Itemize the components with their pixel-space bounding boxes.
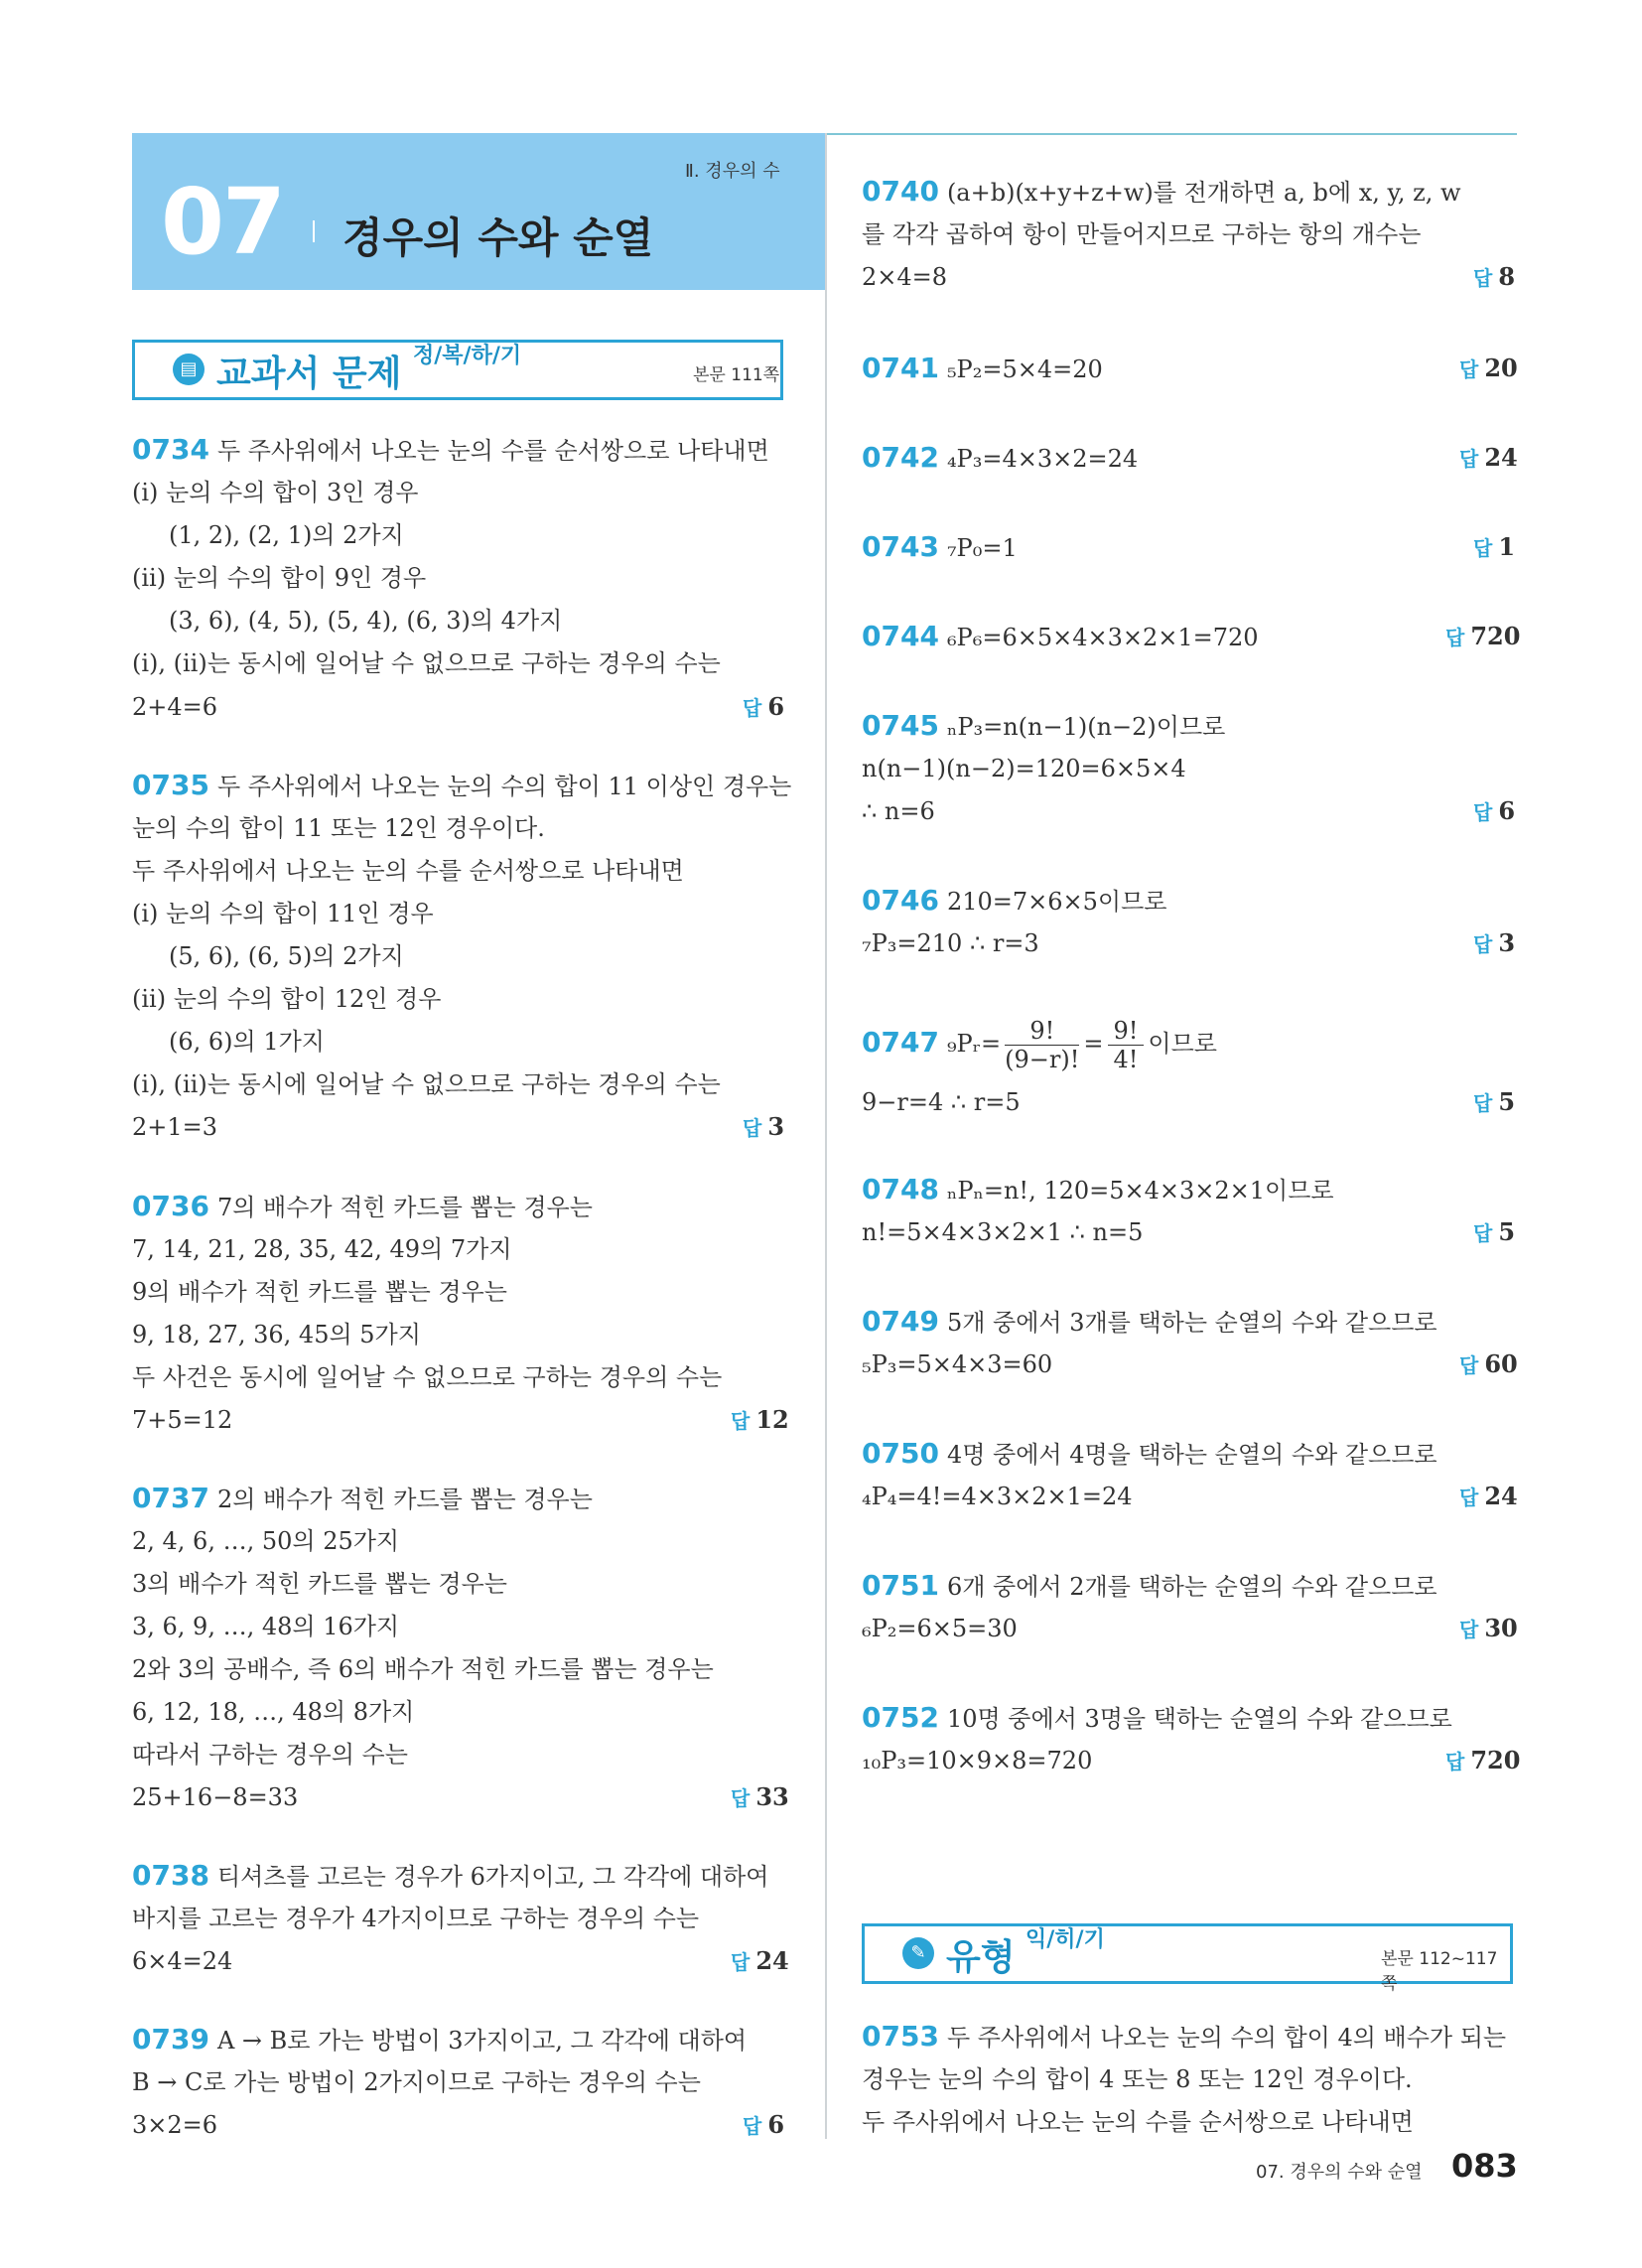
solution-text: 3, 6, 9, …, 48의 16가지 xyxy=(132,1613,400,1640)
section-title: 유형 xyxy=(946,1937,1016,1978)
solution-text: (5, 6), (6, 5)의 2가지 xyxy=(169,942,404,970)
solution-text: 10명 중에서 3명을 택하는 순열의 수와 같으므로 xyxy=(946,1705,1452,1733)
problem-0742 xyxy=(862,443,1138,474)
problem-number: 0746 xyxy=(862,884,939,917)
answer-value: 30 xyxy=(1484,1614,1518,1642)
section-page-ref: 본문 111쪽 xyxy=(693,365,780,385)
section-textbook-problems xyxy=(132,340,783,400)
answer-value: 5 xyxy=(1498,1217,1516,1246)
problem-0748 xyxy=(862,1175,1334,1205)
answer-label: 답 xyxy=(1473,536,1493,560)
solution-text: 9, 18, 27, 36, 45의 5가지 xyxy=(132,1321,421,1348)
solution-text: 2×4=8 xyxy=(862,263,948,291)
solution-text: 따라서 구하는 경우의 수는 xyxy=(132,1741,408,1769)
solution-text: (ⅱ) 눈의 수의 합이 9인 경우 xyxy=(132,564,427,592)
answer xyxy=(1473,1087,1515,1118)
answer-label: 답 xyxy=(743,1116,762,1140)
section-title: 교과서 문제 xyxy=(216,354,402,394)
solution-text: 4명 중에서 4명을 택하는 순열의 수와 같으므로 xyxy=(946,1441,1437,1469)
problem-0739 xyxy=(132,2025,747,2055)
solution-text: (6, 6)의 1가지 xyxy=(169,1028,325,1056)
problem-number: 0736 xyxy=(132,1190,209,1222)
answer-label: 답 xyxy=(1473,800,1493,824)
section-subtitle: 익/히/기 xyxy=(1026,1927,1105,1952)
problem-0743 xyxy=(862,532,1018,563)
solution-text: 25+16−8=33 xyxy=(132,1783,299,1811)
equals-sign: = xyxy=(1083,1030,1104,1058)
section-page-ref: 본문 112~117쪽 xyxy=(1381,1949,1498,1994)
answer-value: 5 xyxy=(1498,1087,1516,1116)
solution-text: ₅P₃=5×4×3=60 xyxy=(862,1350,1053,1378)
solution-text: 경우는 눈의 수의 합이 4 또는 8 또는 12인 경우이다. xyxy=(862,2065,1413,2093)
solution-text: 눈의 수의 합이 11 또는 12인 경우이다. xyxy=(132,814,545,842)
problem-number: 0752 xyxy=(862,1701,939,1734)
solution-text: 2+4=6 xyxy=(132,693,218,721)
answer-label: 답 xyxy=(743,2114,762,2138)
answer-value: 720 xyxy=(1470,622,1521,650)
solution-text: (a+b)(x+y+z+w)를 전개하면 a, b에 x, y, z, w xyxy=(946,179,1461,207)
fraction xyxy=(1005,1017,1079,1073)
solution-text: 6, 12, 18, …, 48의 8가지 xyxy=(132,1698,415,1726)
answer-label: 답 xyxy=(1473,932,1493,956)
section-practice-types xyxy=(862,1923,1513,1994)
chapter-separator xyxy=(313,220,315,242)
answer xyxy=(1473,928,1515,959)
solution-text: ₆P₂=6×5=30 xyxy=(862,1615,1018,1642)
solution-text: ₙP₃=n(n−1)(n−2)이므로 xyxy=(946,713,1226,741)
fraction-denominator: (9−r)! xyxy=(1005,1046,1080,1073)
answer xyxy=(1459,1482,1518,1512)
solution-text: n(n−1)(n−2)=120=6×5×4 xyxy=(862,755,1186,782)
solution-text: 두 주사위에서 나오는 눈의 수를 순서쌍으로 나타내면 xyxy=(862,2108,1414,2136)
solution-text: 티셔츠를 고르는 경우가 6가지이고, 그 각각에 대하여 xyxy=(216,1863,769,1891)
problem-0745 xyxy=(862,711,1225,742)
chapter-title: 경우의 수와 순열 xyxy=(342,213,654,262)
solution-text: ₆P₆=6×5×4×3×2×1=720 xyxy=(946,624,1259,651)
solution-text: 를 각각 곱하여 항이 만들어지므로 구하는 항의 개수는 xyxy=(862,220,1422,248)
answer xyxy=(1445,622,1520,652)
problem-number: 0735 xyxy=(132,769,209,801)
solution-text: (ⅰ) 눈의 수의 합이 3인 경우 xyxy=(132,479,419,506)
problem-0735 xyxy=(132,771,791,801)
answer xyxy=(1459,443,1518,474)
part-label: Ⅱ. 경우의 수 xyxy=(685,161,780,182)
problem-0738 xyxy=(132,1861,768,1892)
solution-text: 7+5=12 xyxy=(132,1406,233,1434)
solution-text: 두 주사위에서 나오는 눈의 수의 합이 11 이상인 경우는 xyxy=(216,773,792,800)
solution-text: A → B로 가는 방법이 3가지이고, 그 각각에 대하여 xyxy=(216,2027,748,2055)
solution-text: 5개 중에서 3개를 택하는 순열의 수와 같으므로 xyxy=(946,1309,1437,1337)
solution-text: 6개 중에서 2개를 택하는 순열의 수와 같으므로 xyxy=(946,1573,1437,1601)
solution-text: (ⅰ) 눈의 수의 합이 11인 경우 xyxy=(132,900,434,927)
answer-value: 720 xyxy=(1470,1746,1521,1774)
answer-label: 답 xyxy=(731,1786,751,1810)
solution-text: 두 주사위에서 나오는 눈의 수의 합이 4의 배수가 되는 xyxy=(946,2024,1507,2052)
problem-number: 0745 xyxy=(862,709,939,742)
problem-0751 xyxy=(862,1571,1437,1602)
solution-text: (1, 2), (2, 1)의 2가지 xyxy=(169,521,404,549)
problem-0753 xyxy=(862,2022,1506,2053)
problem-0749 xyxy=(862,1307,1437,1338)
answer-label: 답 xyxy=(1459,447,1479,471)
solution-text: 9−r=4 ∴ r=5 xyxy=(862,1088,1021,1116)
answer xyxy=(1473,532,1515,563)
problem-number: 0738 xyxy=(132,1859,209,1892)
answer-value: 6 xyxy=(767,692,785,721)
book-icon: ▤ xyxy=(173,354,205,385)
problem-number: 0734 xyxy=(132,433,209,466)
formula-lead: ₉Pᵣ= xyxy=(946,1030,1002,1058)
answer xyxy=(743,2110,784,2141)
problem-0747 xyxy=(862,1017,1217,1073)
answer-value: 6 xyxy=(767,2110,785,2139)
answer-label: 답 xyxy=(1473,1221,1493,1245)
answer-value: 12 xyxy=(755,1405,789,1434)
answer xyxy=(1473,1217,1515,1248)
solution-text: (ⅰ), (ⅱ)는 동시에 일어날 수 없으므로 구하는 경우의 수는 xyxy=(132,649,721,677)
answer-value: 8 xyxy=(1498,262,1516,291)
solution-text: 2+1=3 xyxy=(132,1113,218,1141)
problem-number: 0739 xyxy=(132,2023,209,2055)
answer-value: 1 xyxy=(1498,532,1516,561)
solution-text: 6×4=24 xyxy=(132,1947,233,1975)
problem-number: 0751 xyxy=(862,1569,939,1602)
problem-0734 xyxy=(132,435,769,466)
solution-text: (3, 6), (4, 5), (5, 4), (6, 3)의 4가지 xyxy=(169,607,563,635)
solution-text: (ⅱ) 눈의 수의 합이 12인 경우 xyxy=(132,985,442,1013)
solution-text: ₄P₃=4×3×2=24 xyxy=(946,445,1139,473)
answer-label: 답 xyxy=(1459,1353,1479,1377)
fraction-numerator: 9! xyxy=(1108,1017,1145,1046)
answer xyxy=(1473,796,1515,827)
problem-number: 0740 xyxy=(862,175,939,208)
problem-0752 xyxy=(862,1703,1452,1734)
problem-0740 xyxy=(862,177,1461,208)
answer-value: 3 xyxy=(1498,928,1516,957)
problem-0736 xyxy=(132,1192,593,1222)
answer-value: 6 xyxy=(1498,796,1516,825)
top-rule xyxy=(827,133,1517,135)
solution-text: 3의 배수가 적힌 카드를 뽑는 경우는 xyxy=(132,1570,507,1598)
answer-value: 20 xyxy=(1484,354,1518,382)
solution-text: 두 주사위에서 나오는 눈의 수를 순서쌍으로 나타내면 xyxy=(132,857,684,885)
solution-text: 210=7×6×5이므로 xyxy=(946,888,1167,916)
answer-value: 3 xyxy=(767,1112,785,1141)
solution-text: 9의 배수가 적힌 카드를 뽑는 경우는 xyxy=(132,1278,507,1306)
problem-number: 0743 xyxy=(862,530,939,563)
solution-text: 3×2=6 xyxy=(132,2111,218,2139)
formula-tail: 이므로 xyxy=(1148,1030,1217,1058)
problem-number: 0748 xyxy=(862,1173,939,1205)
answer-label: 답 xyxy=(731,1950,751,1974)
answer-label: 답 xyxy=(1445,1750,1465,1773)
section-subtitle: 정/복/하/기 xyxy=(413,344,522,368)
answer xyxy=(1459,1349,1518,1380)
answer xyxy=(1473,262,1515,293)
problem-number: 0744 xyxy=(862,620,939,652)
answer-label: 답 xyxy=(1445,626,1465,649)
chapter-number: 07 xyxy=(161,169,285,275)
problem-0744 xyxy=(862,622,1259,652)
problem-number: 0747 xyxy=(862,1026,939,1059)
problem-number: 0737 xyxy=(132,1482,209,1514)
solution-text: ₙPₙ=n!, 120=5×4×3×2×1이므로 xyxy=(946,1177,1334,1205)
answer xyxy=(1445,1746,1520,1776)
answer-label: 답 xyxy=(1473,1091,1493,1115)
solution-text: 두 사건은 동시에 일어날 수 없으므로 구하는 경우의 수는 xyxy=(132,1363,723,1391)
problem-number: 0750 xyxy=(862,1437,939,1470)
problem-0737 xyxy=(132,1484,593,1514)
solution-text: ∴ n=6 xyxy=(862,797,935,825)
answer-value: 24 xyxy=(755,1946,789,1975)
fraction-numerator: 9! xyxy=(1005,1017,1079,1046)
solution-text: 2의 배수가 적힌 카드를 뽑는 경우는 xyxy=(216,1486,593,1513)
footer-chapter: 07. 경우의 수와 순열 xyxy=(1256,2162,1423,2183)
answer xyxy=(731,1946,789,1977)
fraction xyxy=(1108,1017,1145,1073)
solution-text: ₅P₂=5×4=20 xyxy=(946,355,1103,383)
solution-text: ₇P₀=1 xyxy=(946,534,1018,562)
solution-text: B → C로 가는 방법이 2가지이므로 구하는 경우의 수는 xyxy=(132,2068,701,2096)
solution-text: 2, 4, 6, …, 50의 25가지 xyxy=(132,1527,400,1555)
answer-label: 답 xyxy=(743,696,762,720)
pencil-icon: ✎ xyxy=(902,1937,934,1969)
answer-value: 60 xyxy=(1484,1349,1518,1378)
problem-0746 xyxy=(862,886,1166,917)
answer xyxy=(731,1405,789,1436)
answer xyxy=(743,692,784,723)
answer-value: 24 xyxy=(1484,443,1518,472)
solution-text: (ⅰ), (ⅱ)는 동시에 일어날 수 없으므로 구하는 경우의 수는 xyxy=(132,1070,721,1098)
problem-number: 0753 xyxy=(862,2020,939,2053)
solution-text: ₁₀P₃=10×9×8=720 xyxy=(862,1747,1093,1774)
answer-label: 답 xyxy=(1459,357,1479,381)
page-number: 083 xyxy=(1451,2147,1518,2185)
solution-text: 7, 14, 21, 28, 35, 42, 49의 7가지 xyxy=(132,1235,512,1263)
answer-label: 답 xyxy=(1473,266,1493,290)
answer xyxy=(743,1112,784,1143)
solution-text: 두 주사위에서 나오는 눈의 수를 순서쌍으로 나타내면 xyxy=(216,437,769,465)
answer xyxy=(731,1782,789,1813)
answer-value: 33 xyxy=(755,1782,789,1811)
problem-number: 0749 xyxy=(862,1305,939,1338)
solution-text: n!=5×4×3×2×1 ∴ n=5 xyxy=(862,1218,1144,1246)
solution-text: 2와 3의 공배수, 즉 6의 배수가 적힌 카드를 뽑는 경우는 xyxy=(132,1655,714,1683)
problem-number: 0742 xyxy=(862,441,939,474)
answer-label: 답 xyxy=(731,1409,751,1433)
problem-number: 0741 xyxy=(862,352,939,384)
answer-value: 24 xyxy=(1484,1482,1518,1510)
fraction-denominator: 4! xyxy=(1113,1046,1139,1073)
solution-text: ₄P₄=4!=4×3×2×1=24 xyxy=(862,1483,1133,1510)
problem-0750 xyxy=(862,1439,1437,1470)
solution-text: 바지를 고르는 경우가 4가지이므로 구하는 경우의 수는 xyxy=(132,1905,700,1932)
problem-0741 xyxy=(862,354,1103,384)
solution-text: ₇P₃=210 ∴ r=3 xyxy=(862,929,1039,957)
answer xyxy=(1459,354,1518,384)
column-divider xyxy=(825,133,827,2139)
answer-label: 답 xyxy=(1459,1618,1479,1641)
answer xyxy=(1459,1614,1518,1644)
solution-text: 7의 배수가 적힌 카드를 뽑는 경우는 xyxy=(216,1194,593,1221)
answer-label: 답 xyxy=(1459,1486,1479,1509)
